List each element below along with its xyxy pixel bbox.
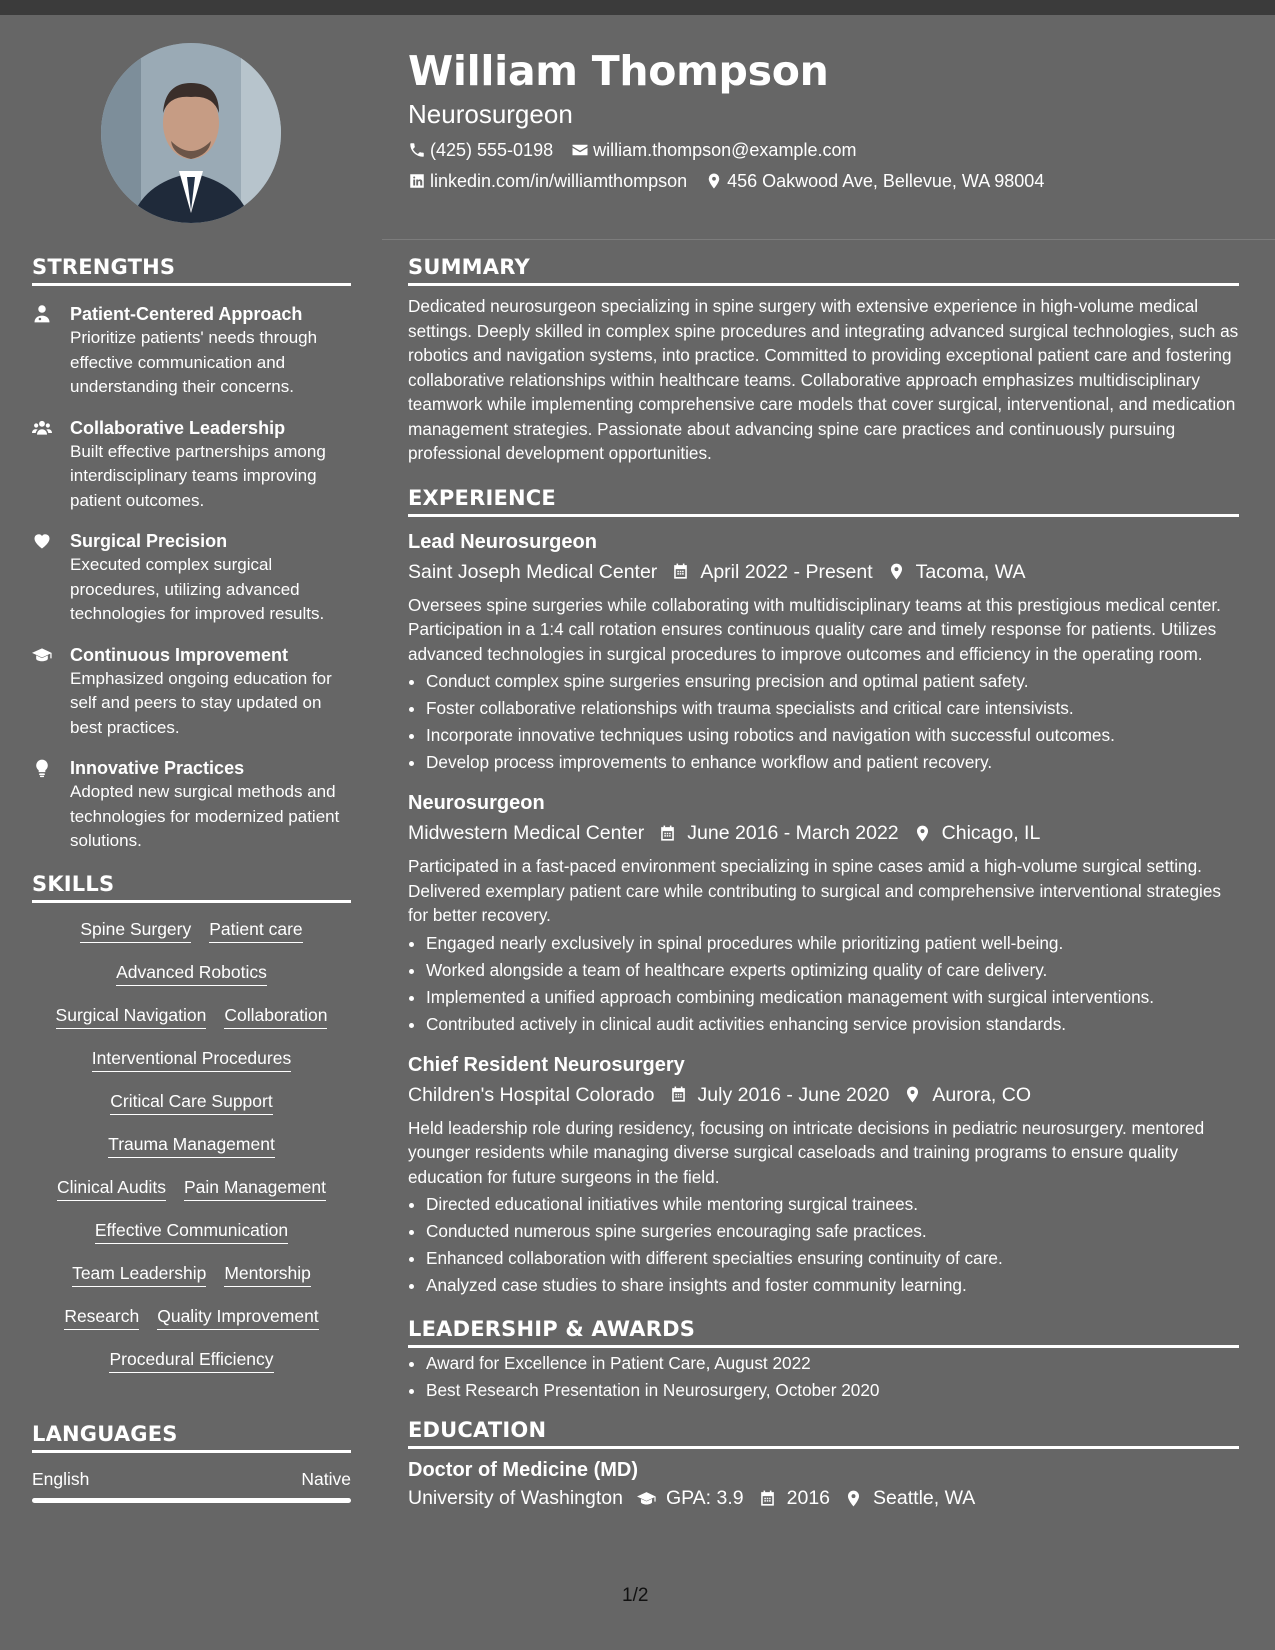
job-meta <box>408 559 1239 585</box>
map-marker-icon <box>844 1489 863 1508</box>
strength-desc: Built effective partnerships among interdisciplinary teams improving patient outcomes. <box>70 441 326 510</box>
address <box>705 169 1044 193</box>
phone-icon <box>408 141 426 159</box>
strength-title: Patient-Centered Approach <box>70 304 303 324</box>
contact-row-1 <box>408 138 1238 162</box>
job-bullet: • Worked alongside a team of healthcare experts optimizing quality of care delivery. <box>426 957 1239 984</box>
job-meta <box>408 820 1239 846</box>
map-marker-icon <box>913 824 932 843</box>
job-title: Chief Resident Neurosurgery <box>408 1053 685 1076</box>
award-item: • Award for Excellence in Patient Care, August 2022 <box>426 1350 1239 1377</box>
job-bullet: • Analyzed case studies to share insights and foster community learning. <box>426 1272 1239 1299</box>
top-bar <box>0 0 1275 15</box>
linkedin-icon <box>408 172 426 190</box>
job-org: Midwestern Medical Center <box>408 822 645 844</box>
strength-title: Collaborative Leadership <box>70 417 286 438</box>
school: University of Washington <box>408 1487 623 1509</box>
resume-page <box>0 15 1275 1650</box>
calendar-icon <box>669 1085 688 1104</box>
skill-chip: Procedural Efficiency <box>109 1347 273 1373</box>
job-bullet: • Implemented a unified approach combining medication management with surgical interventions. <box>426 984 1239 1011</box>
job-entry <box>408 529 1239 777</box>
job-meta <box>408 1082 1239 1108</box>
award-item: • Best Research Presentation in Neurosurgery, October 2020 <box>426 1377 1239 1404</box>
skill-chip: Quality Improvement <box>157 1304 318 1330</box>
linkedin[interactable] <box>408 169 687 193</box>
map-marker-icon <box>887 562 906 581</box>
education-meta <box>408 1485 1239 1511</box>
heart-icon <box>32 531 52 551</box>
summary-title: SUMMARY <box>408 255 1239 286</box>
skills-list <box>32 917 351 1390</box>
skill-chip: Clinical Audits <box>57 1175 166 1201</box>
strength-title: Innovative Practices <box>70 758 245 778</box>
strength-title: Continuous Improvement <box>70 644 289 665</box>
awards-title: LEADERSHIP & AWARDS <box>408 1317 1239 1348</box>
header-divider <box>382 239 1275 240</box>
job-description: Held leadership role during residency, focusing on intricate decisions in pediatric neurosurgery. mentored younger residents while managing diverse surgical caseloads and training programs to ensure quality education for future surgeons in the field. <box>408 1117 1205 1187</box>
job-bullets <box>408 1191 1239 1299</box>
skill-chip: Research <box>64 1304 139 1330</box>
users-icon <box>32 418 52 438</box>
language-level: Native <box>301 1468 351 1489</box>
awards-list <box>408 1350 1239 1404</box>
languages-title: LANGUAGES <box>32 1422 351 1453</box>
school-location: Seattle, WA <box>873 1487 976 1509</box>
degree: Doctor of Medicine (MD) <box>408 1459 638 1481</box>
user-doctor-icon <box>32 304 52 324</box>
job-bullets <box>408 668 1239 776</box>
job-bullet: • Incorporate innovative techniques using robotics and navigation with successful outcomes. <box>426 722 1239 749</box>
calendar-icon <box>758 1489 777 1508</box>
job-org: Saint Joseph Medical Center <box>408 560 658 583</box>
strengths-list <box>32 302 351 854</box>
candidate-name: William Thompson <box>408 47 829 95</box>
job-entry <box>408 1052 1239 1300</box>
job-bullets <box>408 930 1239 1038</box>
graduation-cap-icon <box>32 645 52 665</box>
address-text: 456 Oakwood Ave, Bellevue, WA 98004 <box>727 171 1045 191</box>
lightbulb-icon <box>32 758 52 778</box>
strength-title: Surgical Precision <box>70 531 228 551</box>
strength-desc: Prioritize patients' needs through effective communication and understanding their concerns. <box>70 328 318 396</box>
strengths-title: STRENGTHS <box>32 255 351 286</box>
job-bullet: • Conducted numerous spine surgeries encouraging safe practices. <box>426 1218 1239 1245</box>
page-number: 1/2 <box>622 1585 649 1606</box>
job-bullet: • Conduct complex spine surgeries ensuring precision and optimal patient safety. <box>426 668 1239 695</box>
job-org: Children's Hospital Colorado <box>408 1083 655 1106</box>
job-bullet: • Engaged nearly exclusively in spinal procedures while prioritizing patient well-being. <box>426 930 1239 957</box>
skills-title: SKILLS <box>32 872 351 903</box>
job-dates: April 2022 - Present <box>700 560 873 583</box>
job-bullet: • Enhanced collaboration with different specialties ensuring continuity of care. <box>426 1245 1239 1272</box>
job-dates: July 2016 - June 2020 <box>697 1083 890 1106</box>
strength-item <box>32 756 351 854</box>
map-marker-icon <box>705 172 723 190</box>
gpa: GPA: 3.9 <box>665 1487 744 1509</box>
linkedin-text: linkedin.com/in/williamthompson <box>430 171 688 191</box>
job-bullet: • Develop process improvements to enhance workflow and patient recovery. <box>426 749 1239 776</box>
skill-chip: Surgical Navigation <box>56 1003 207 1029</box>
strength-desc: Adopted new surgical methods and technologies for modernized patient solutions. <box>70 782 340 850</box>
calendar-icon <box>671 562 690 581</box>
skill-chip: Pain Management <box>184 1175 326 1201</box>
job-title: Lead Neurosurgeon <box>408 530 597 553</box>
header <box>408 45 1238 193</box>
job-description: Participated in a fast-paced environment specializing in spine cases amid a high-volume surgical setting. Delivered exemplary patient care while contributing to surgical and comprehensive interventional strategies for better recovery. <box>408 856 1222 925</box>
job-title: Neurosurgeon <box>408 792 545 814</box>
skill-chip: Spine Surgery <box>80 917 191 943</box>
sidebar <box>32 255 351 1503</box>
calendar-icon <box>658 824 677 843</box>
summary-text: Dedicated neurosurgeon specializing in spine surgery with extensive experience in high-volume medical settings. Deeply skilled in complex spine procedures and integrating advanced surgical technologies, such as robotics and navigation systems, into practice. Committed to providing exceptional patient care and fostering collaborative relationships within healthcare teams. Collaborative approach emphasizes multidisciplinary teamwork while implementing comprehensive care models that cover surgical, interventional, and medication management strategies. Passionate about advancing spine care practices and continuously pursuing professional development opportunities. <box>408 296 1239 463</box>
skill-chip: Interventional Procedures <box>92 1046 291 1072</box>
job-location: Tacoma, WA <box>915 560 1026 583</box>
skill-chip: Mentorship <box>224 1261 311 1287</box>
job-bullet: • Directed educational initiatives while mentoring surgical trainees. <box>426 1191 1239 1218</box>
candidate-role: Neurosurgeon <box>408 99 573 129</box>
education-title: EDUCATION <box>408 1418 1239 1449</box>
profile-photo <box>101 43 281 223</box>
language-proficiency-bar <box>32 1498 351 1503</box>
phone[interactable] <box>408 138 553 162</box>
education-entry <box>408 1457 1239 1511</box>
skill-chip: Team Leadership <box>72 1261 206 1287</box>
strength-item <box>32 529 351 627</box>
job-entry <box>408 790 1239 1038</box>
skill-chip: Patient care <box>209 917 302 943</box>
experience-title: EXPERIENCE <box>408 486 1239 517</box>
skill-chip: Effective Communication <box>95 1218 288 1244</box>
strength-desc: Executed complex surgical procedures, utilizing advanced technologies for improved results. <box>70 555 325 623</box>
language-name: English <box>32 1468 90 1489</box>
skill-chip: Trauma Management <box>108 1132 275 1158</box>
job-location: Aurora, CO <box>932 1083 1032 1106</box>
email-text: william.thompson@example.com <box>593 140 857 160</box>
main-content <box>408 255 1239 1511</box>
graduation-cap-icon <box>637 1489 656 1508</box>
strength-item <box>32 302 351 400</box>
skill-chip: Critical Care Support <box>110 1089 272 1115</box>
email[interactable] <box>571 138 856 162</box>
phone-text: (425) 555-0198 <box>430 140 554 160</box>
graduation-year: 2016 <box>786 1487 831 1509</box>
map-marker-icon <box>903 1085 922 1104</box>
strength-item <box>32 416 351 514</box>
job-bullet: • Contributed actively in clinical audit activities enhancing service provision standards. <box>426 1011 1239 1038</box>
strength-desc: Emphasized ongoing education for self and peers to stay updated on best practices. <box>70 668 332 737</box>
job-dates: June 2016 - March 2022 <box>687 822 899 844</box>
skill-chip: Collaboration <box>224 1003 327 1029</box>
contact-row-2 <box>408 169 1238 193</box>
strength-item <box>32 643 351 741</box>
job-description: Oversees spine surgeries while collaborating with multidisciplinary teams at this prestigious medical center. Participation in a 1:4 call rotation ensures continuous quality care and timely response for patients. Utilizes advanced technologies in surgical procedures to improve outcomes and efficiency in the operating room. <box>408 594 1221 664</box>
envelope-icon <box>571 141 589 159</box>
skill-chip: Advanced Robotics <box>116 960 267 986</box>
job-location: Chicago, IL <box>941 822 1041 844</box>
language-row <box>32 1469 351 1490</box>
job-bullet: • Foster collaborative relationships with trauma specialists and critical care intensivists. <box>426 695 1239 722</box>
